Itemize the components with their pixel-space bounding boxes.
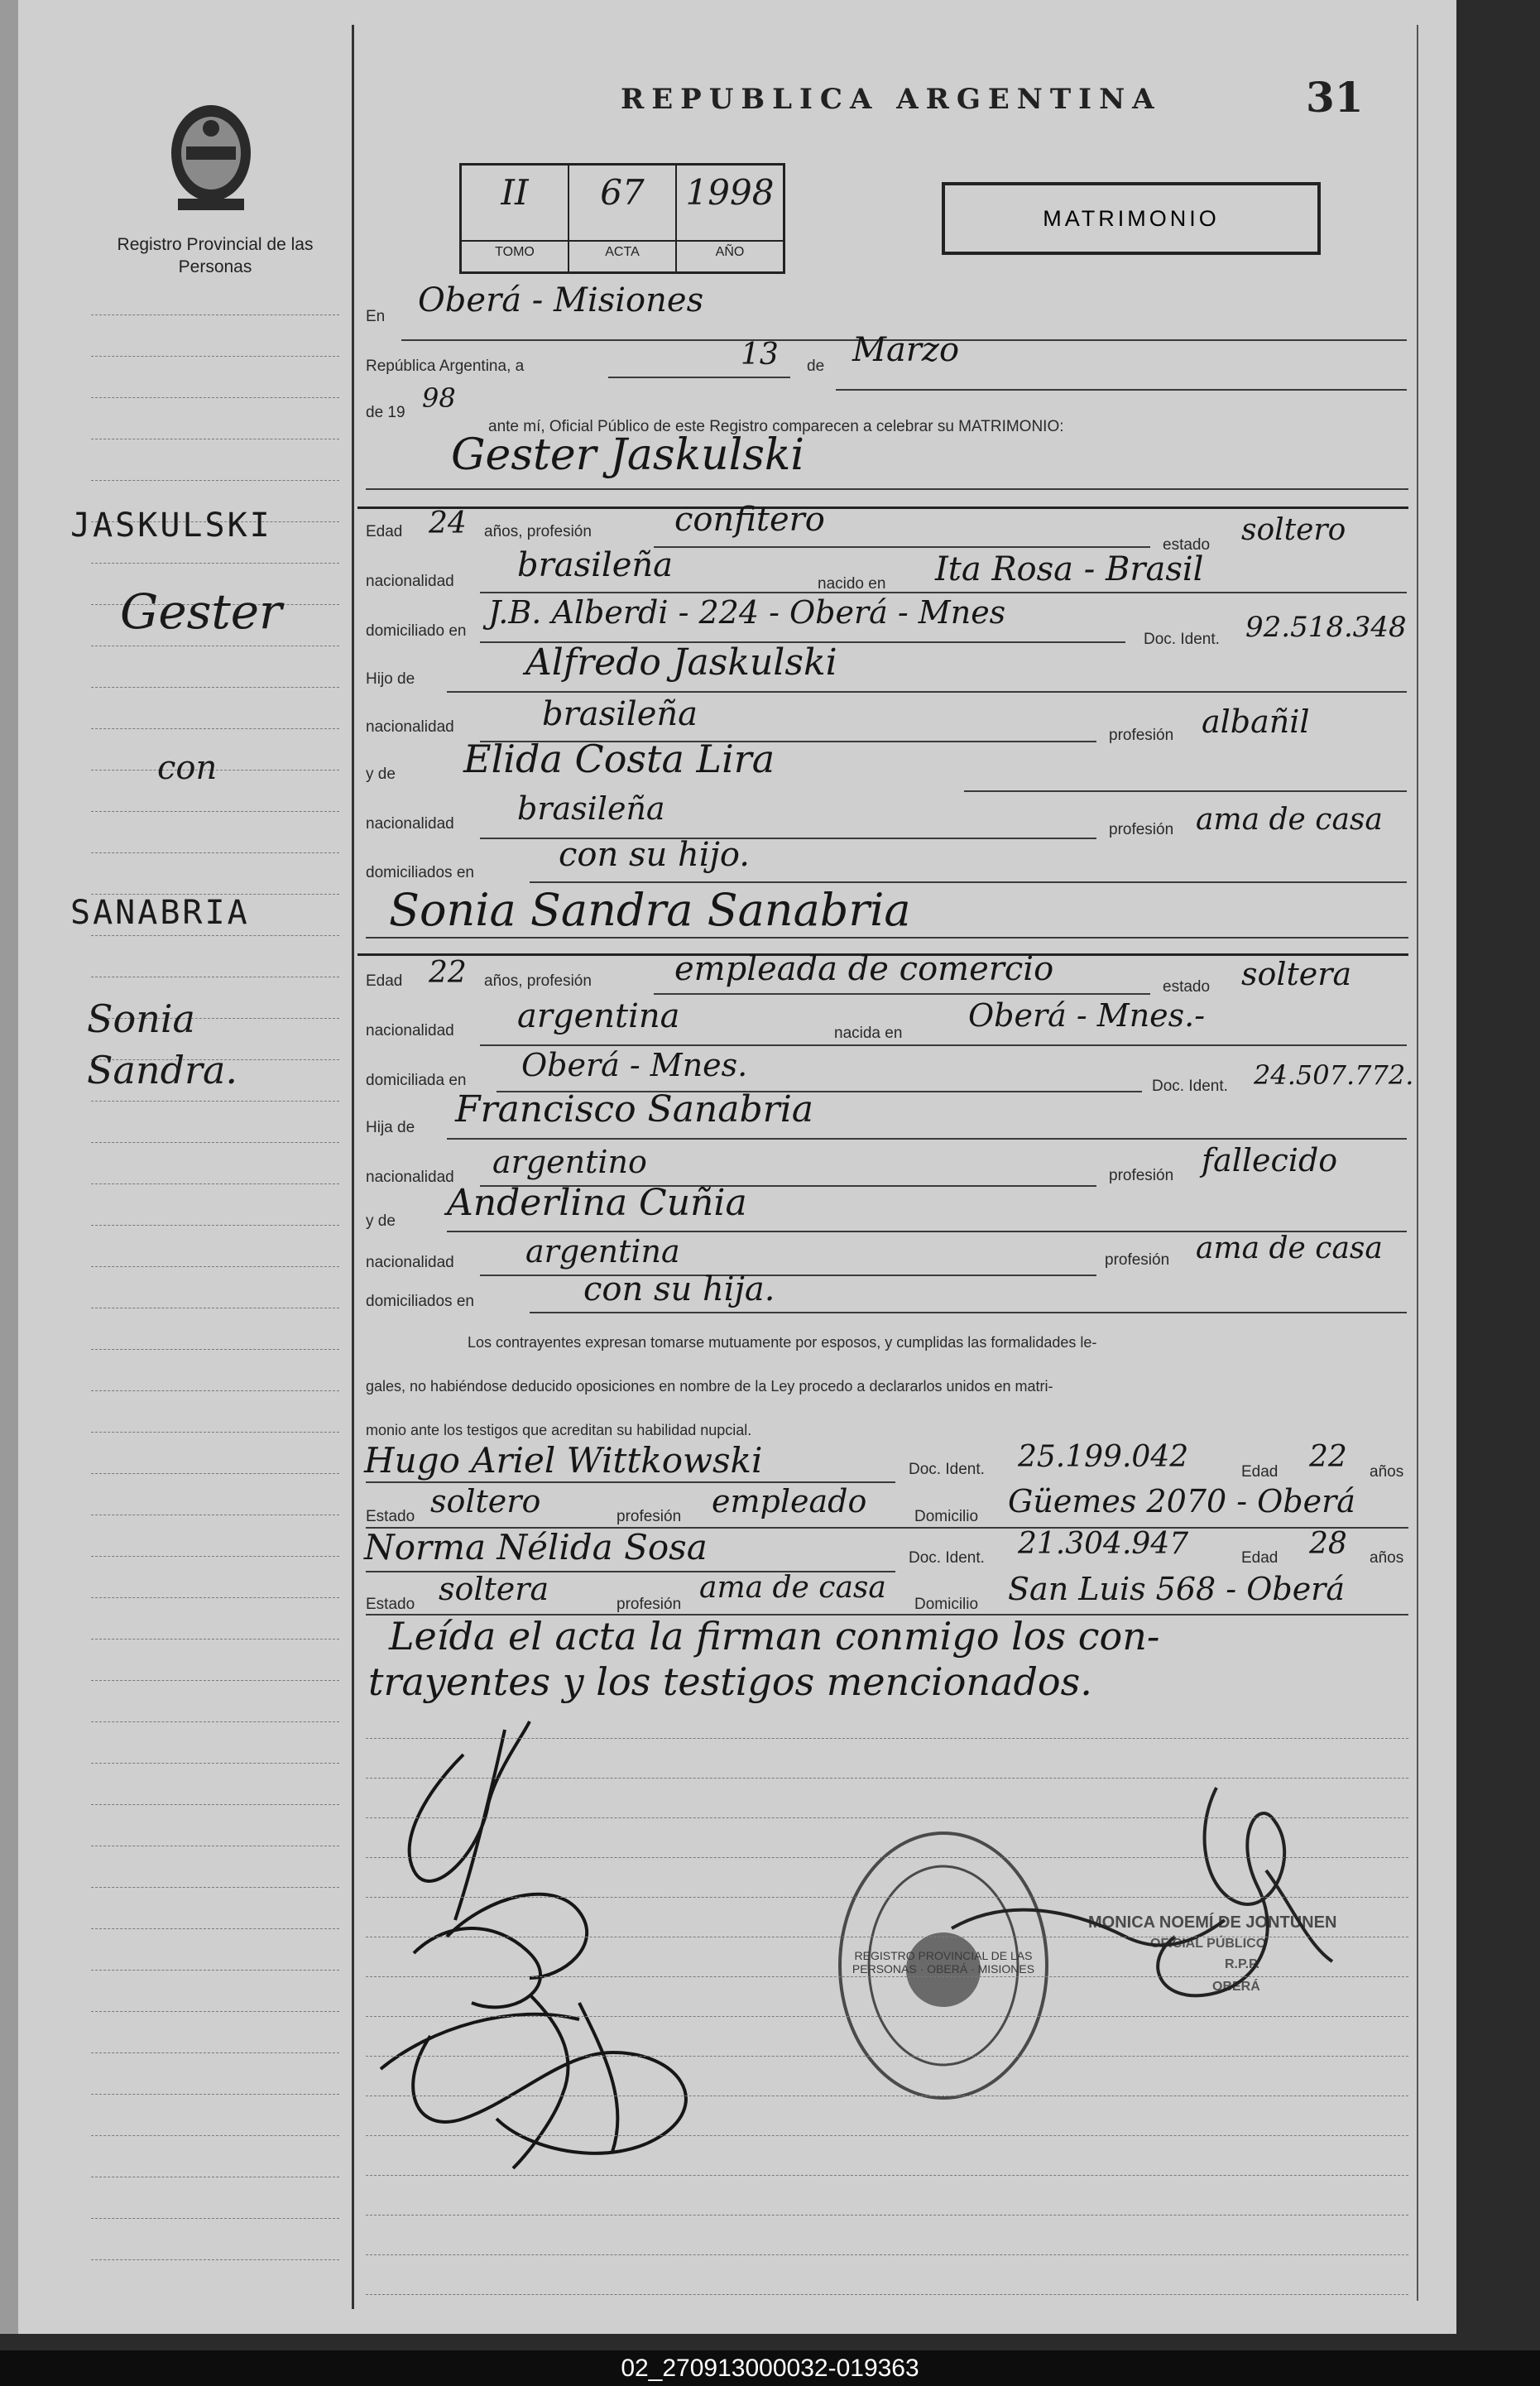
- witness2-prof-label: profesión: [616, 1596, 682, 1613]
- groom-father-prof-label: profesión: [1109, 727, 1174, 744]
- groom-profesion-label: años, profesión: [484, 523, 592, 540]
- witness2-edad: 28: [1309, 1527, 1347, 1561]
- year-suffix: 98: [422, 382, 456, 414]
- margin-ruled-line: [91, 1349, 339, 1350]
- witness2-estado: soltera: [439, 1571, 549, 1607]
- witness2-anos-label: años: [1370, 1549, 1404, 1567]
- margin-ruled-line: [91, 935, 339, 936]
- bride-nacida-label: nacida en: [834, 1025, 903, 1042]
- witness1-doc: 25.199.042: [1018, 1440, 1189, 1474]
- groom-edad-label: Edad: [366, 523, 403, 540]
- witness2-estado-label: Estado: [366, 1596, 415, 1613]
- margin-groom-surname: JASKULSKI: [70, 506, 272, 545]
- margin-ruled-line: [91, 852, 339, 853]
- witness1-name: Hugo Ariel Wittkowski: [364, 1440, 763, 1481]
- body-ruled-line: [366, 1817, 1408, 1818]
- groom-nacido-label: nacido en: [818, 575, 886, 593]
- groom-father: Alfredo Jaskulski: [525, 641, 837, 684]
- official-city: OBERÁ: [1212, 1980, 1260, 1994]
- groom-edad: 24: [429, 506, 467, 540]
- groom-full-name: Gester Jaskulski: [451, 430, 805, 480]
- margin-ruled-line: [91, 2011, 339, 2012]
- acta-value: 67: [600, 172, 645, 213]
- margin-groom-given: Gester: [120, 583, 282, 640]
- right-rule: [1417, 25, 1418, 2301]
- bride-father-nac-label: nacionalidad: [366, 1169, 454, 1186]
- witness1-prof-label: profesión: [616, 1508, 682, 1525]
- declaration-line-3: monio ante los testigos que acreditan su habilidad nupcial.: [366, 1422, 752, 1438]
- bride-doc-label: Doc. Ident.: [1152, 1078, 1228, 1095]
- groom-father-nac: brasileña: [542, 695, 698, 733]
- republica-label: República Argentina, a: [366, 358, 525, 375]
- margin-ruled-line: [91, 1183, 339, 1184]
- official-name: MONICA NOEMÍ DE JONTUNEN: [1088, 1913, 1337, 1932]
- bride-full-name: Sonia Sandra Sanabria: [389, 884, 911, 936]
- groom-doc-label: Doc. Ident.: [1144, 631, 1220, 648]
- bride-father-nac: argentino: [492, 1144, 647, 1180]
- acta-label: ACTA: [569, 240, 675, 260]
- groom-mother-nac: brasileña: [517, 790, 665, 827]
- witness2-prof: ama de casa: [699, 1571, 886, 1605]
- witness1-prof: empleado: [712, 1483, 867, 1519]
- en-label: En: [366, 308, 386, 325]
- body-ruled-line: [366, 2254, 1408, 2255]
- margin-ruled-line: [91, 1101, 339, 1102]
- margin-ruled-line: [91, 356, 339, 357]
- body-ruled-line: [366, 2175, 1408, 2176]
- groom-yde-label: y de: [366, 766, 396, 783]
- groom-estado: soltero: [1241, 513, 1346, 547]
- margin-ruled-line: [91, 2094, 339, 2095]
- body-ruled-line: [366, 2056, 1408, 2057]
- body-ruled-line: [366, 2215, 1408, 2216]
- coat-of-arms-icon: [161, 95, 261, 219]
- bride-domiciliados-label: domiciliados en: [366, 1293, 474, 1310]
- bride-mother-nac-label: nacionalidad: [366, 1254, 454, 1271]
- bride-dom-label: domiciliada en: [366, 1072, 467, 1089]
- ano-label: AÑO: [677, 240, 783, 260]
- groom-nac-label: nacionalidad: [366, 573, 454, 590]
- witness2-edad-label: Edad: [1241, 1549, 1279, 1567]
- margin-ruled-line: [91, 687, 339, 688]
- bride-mother-prof: ama de casa: [1196, 1231, 1383, 1265]
- bride-yde-label: y de: [366, 1212, 396, 1230]
- body-ruled-line: [366, 1857, 1408, 1858]
- groom-father-nac-label: nacionalidad: [366, 718, 454, 736]
- margin-ruled-line: [91, 728, 339, 729]
- year-prefix: de 19: [366, 404, 405, 421]
- body-ruled-line: [366, 2294, 1408, 2295]
- country-heading: REPUBLICA ARGENTINA: [621, 83, 1162, 116]
- groom-domicilio: J.B. Alberdi - 224 - Oberá - Mnes: [488, 594, 1006, 631]
- groom-mother-prof-label: profesión: [1109, 821, 1174, 838]
- official-title: OFICIAL PÚBLICO: [1150, 1937, 1267, 1951]
- groom-father-prof: albañil: [1202, 703, 1310, 740]
- witness1-edad: 22: [1309, 1440, 1347, 1474]
- body-ruled-line: [366, 2135, 1408, 2136]
- intro-statement: ante mí, Oficial Público de este Registro comparecen a celebrar su MATRIMONIO:: [488, 418, 1064, 435]
- bride-doc: 24.507.772.: [1254, 1059, 1414, 1091]
- margin-connector: con: [157, 749, 218, 787]
- bride-nac-label: nacionalidad: [366, 1022, 454, 1039]
- bride-mother: Anderlina Cuñia: [447, 1182, 747, 1224]
- declaration-line-1: Los contrayentes expresan tomarse mutuamente por esposos, y cumplidas las formalidades le-: [468, 1334, 1097, 1351]
- margin-bride-given: Sonia Sandra.: [87, 996, 238, 1092]
- witness1-edad-label: Edad: [1241, 1463, 1279, 1481]
- groom-nacionalidad: brasileña: [517, 546, 673, 584]
- bride-mother-nac: argentina: [525, 1233, 680, 1270]
- witness1-estado: soltero: [430, 1483, 541, 1519]
- seal-text: REGISTRO PROVINCIAL DE LAS PERSONAS · OBERÁ · MISIONES: [852, 1949, 1035, 1976]
- margin-ruled-line: [91, 2052, 339, 2053]
- margin-ruled-line: [91, 480, 339, 481]
- body-ruled-line: [366, 2016, 1408, 2017]
- margin-ruled-line: [91, 811, 339, 812]
- registry-name: Registro Provincial de las Personas: [117, 235, 314, 276]
- closing-line-1: Leída el acta la firman conmigo los con-: [389, 1614, 1160, 1659]
- body-ruled-line: [366, 1738, 1408, 1739]
- bride-birthplace: Oberá - Mnes.-: [968, 997, 1206, 1034]
- bride-domiciliados: con su hija.: [583, 1270, 775, 1308]
- witness2-doc-label: Doc. Ident.: [909, 1549, 985, 1567]
- official-signature: [943, 1771, 1357, 2052]
- groom-estado-label: estado: [1163, 536, 1211, 554]
- groom-mother: Elida Costa Lira: [463, 737, 775, 781]
- witness2-domicilio: San Luis 568 - Oberá: [1008, 1571, 1345, 1607]
- groom-birthplace: Ita Rosa - Brasil: [935, 550, 1204, 588]
- bride-profesion: empleada de comercio: [674, 950, 1054, 988]
- declaration-line-2: gales, no habiéndose deducido oposiciones en nombre de la Ley procedo a declararlos unidos en matri-: [366, 1378, 1053, 1395]
- margin-ruled-line: [91, 1721, 339, 1722]
- body-ruled-line: [366, 1778, 1408, 1779]
- bride-father: Francisco Sanabria: [455, 1088, 813, 1131]
- margin-ruled-line: [91, 1804, 339, 1805]
- bride-mother-prof-label: profesión: [1105, 1251, 1170, 1269]
- margin-ruled-line: [91, 2218, 339, 2219]
- bride-hija-label: Hija de: [366, 1119, 415, 1136]
- groom-domiciliados-label: domiciliados en: [366, 864, 474, 881]
- tomo-label: TOMO: [462, 240, 568, 260]
- de-label: de: [807, 358, 825, 375]
- bride-estado-label: estado: [1163, 978, 1211, 996]
- witness1-doc-label: Doc. Ident.: [909, 1461, 985, 1478]
- ano-value: 1998: [685, 172, 775, 213]
- margin-ruled-line: [91, 1680, 339, 1681]
- margin-column-rule: [352, 25, 354, 2309]
- closing-line-2: trayentes y los testigos mencionados.: [368, 1659, 1092, 1704]
- bride-edad-label: Edad: [366, 972, 403, 990]
- act-type: MATRIMONIO: [1043, 206, 1220, 231]
- witness1-estado-label: Estado: [366, 1508, 415, 1525]
- margin-ruled-line: [91, 1763, 339, 1764]
- margin-ruled-line: [91, 1473, 339, 1474]
- book-binding: [0, 0, 18, 2334]
- witness2-dom-label: Domicilio: [914, 1596, 979, 1613]
- body-ruled-line: [366, 1976, 1408, 1977]
- groom-doc: 92.518.348: [1245, 611, 1407, 644]
- margin-ruled-line: [91, 1887, 339, 1888]
- groom-mother-nac-label: nacionalidad: [366, 815, 454, 833]
- page-number: 31: [1306, 73, 1364, 122]
- signatures: [364, 1705, 761, 2185]
- body-ruled-line: [366, 1897, 1408, 1898]
- tomo-value: II: [501, 172, 529, 213]
- margin-ruled-line: [91, 1142, 339, 1143]
- bride-father-prof-label: profesión: [1109, 1167, 1174, 1184]
- groom-mother-prof: ama de casa: [1196, 803, 1383, 837]
- margin-ruled-line: [91, 2259, 339, 2260]
- margin-ruled-line: [91, 1970, 339, 1971]
- groom-domiciliados: con su hijo.: [559, 836, 751, 874]
- bride-domicilio: Oberá - Mnes.: [521, 1047, 748, 1083]
- margin-ruled-line: [91, 1928, 339, 1929]
- day-value: 13: [741, 338, 779, 372]
- groom-hijo-label: Hijo de: [366, 670, 415, 688]
- margin-ruled-line: [91, 1266, 339, 1267]
- groom-profesion: confitero: [674, 501, 825, 539]
- witness1-anos-label: años: [1370, 1463, 1404, 1481]
- official-office: R.P.P.: [1225, 1957, 1260, 1971]
- bride-profesion-label: años, profesión: [484, 972, 592, 990]
- margin-ruled-line: [91, 1390, 339, 1391]
- witness2-doc: 21.304.947: [1018, 1527, 1189, 1561]
- record-box: [459, 163, 785, 274]
- bride-father-prof: fallecido: [1202, 1142, 1338, 1179]
- month-value: Marzo: [852, 331, 960, 369]
- bride-nacionalidad: argentina: [517, 997, 680, 1035]
- margin-ruled-line: [91, 397, 339, 398]
- witness2-name: Norma Nélida Sosa: [364, 1527, 708, 1567]
- archive-reference: 02_270913000032-019363: [0, 2350, 1540, 2386]
- bride-estado: soltera: [1241, 956, 1352, 992]
- groom-dom-label: domiciliado en: [366, 622, 467, 640]
- witness1-domicilio: Güemes 2070 - Oberá: [1008, 1483, 1355, 1519]
- act-type-box: [942, 182, 1321, 255]
- margin-ruled-line: [91, 2135, 339, 2136]
- margin-ruled-line: [91, 1556, 339, 1557]
- place-value: Oberá - Misiones: [418, 281, 704, 319]
- margin-ruled-line: [91, 1597, 339, 1598]
- bride-edad: 22: [429, 956, 467, 990]
- margin-ruled-line: [91, 314, 339, 315]
- margin-bride-surname: SANABRIA: [70, 894, 250, 932]
- margin-ruled-line: [91, 563, 339, 564]
- margin-ruled-line: [91, 1225, 339, 1226]
- witness1-dom-label: Domicilio: [914, 1508, 979, 1525]
- margin-ruled-line: [91, 1432, 339, 1433]
